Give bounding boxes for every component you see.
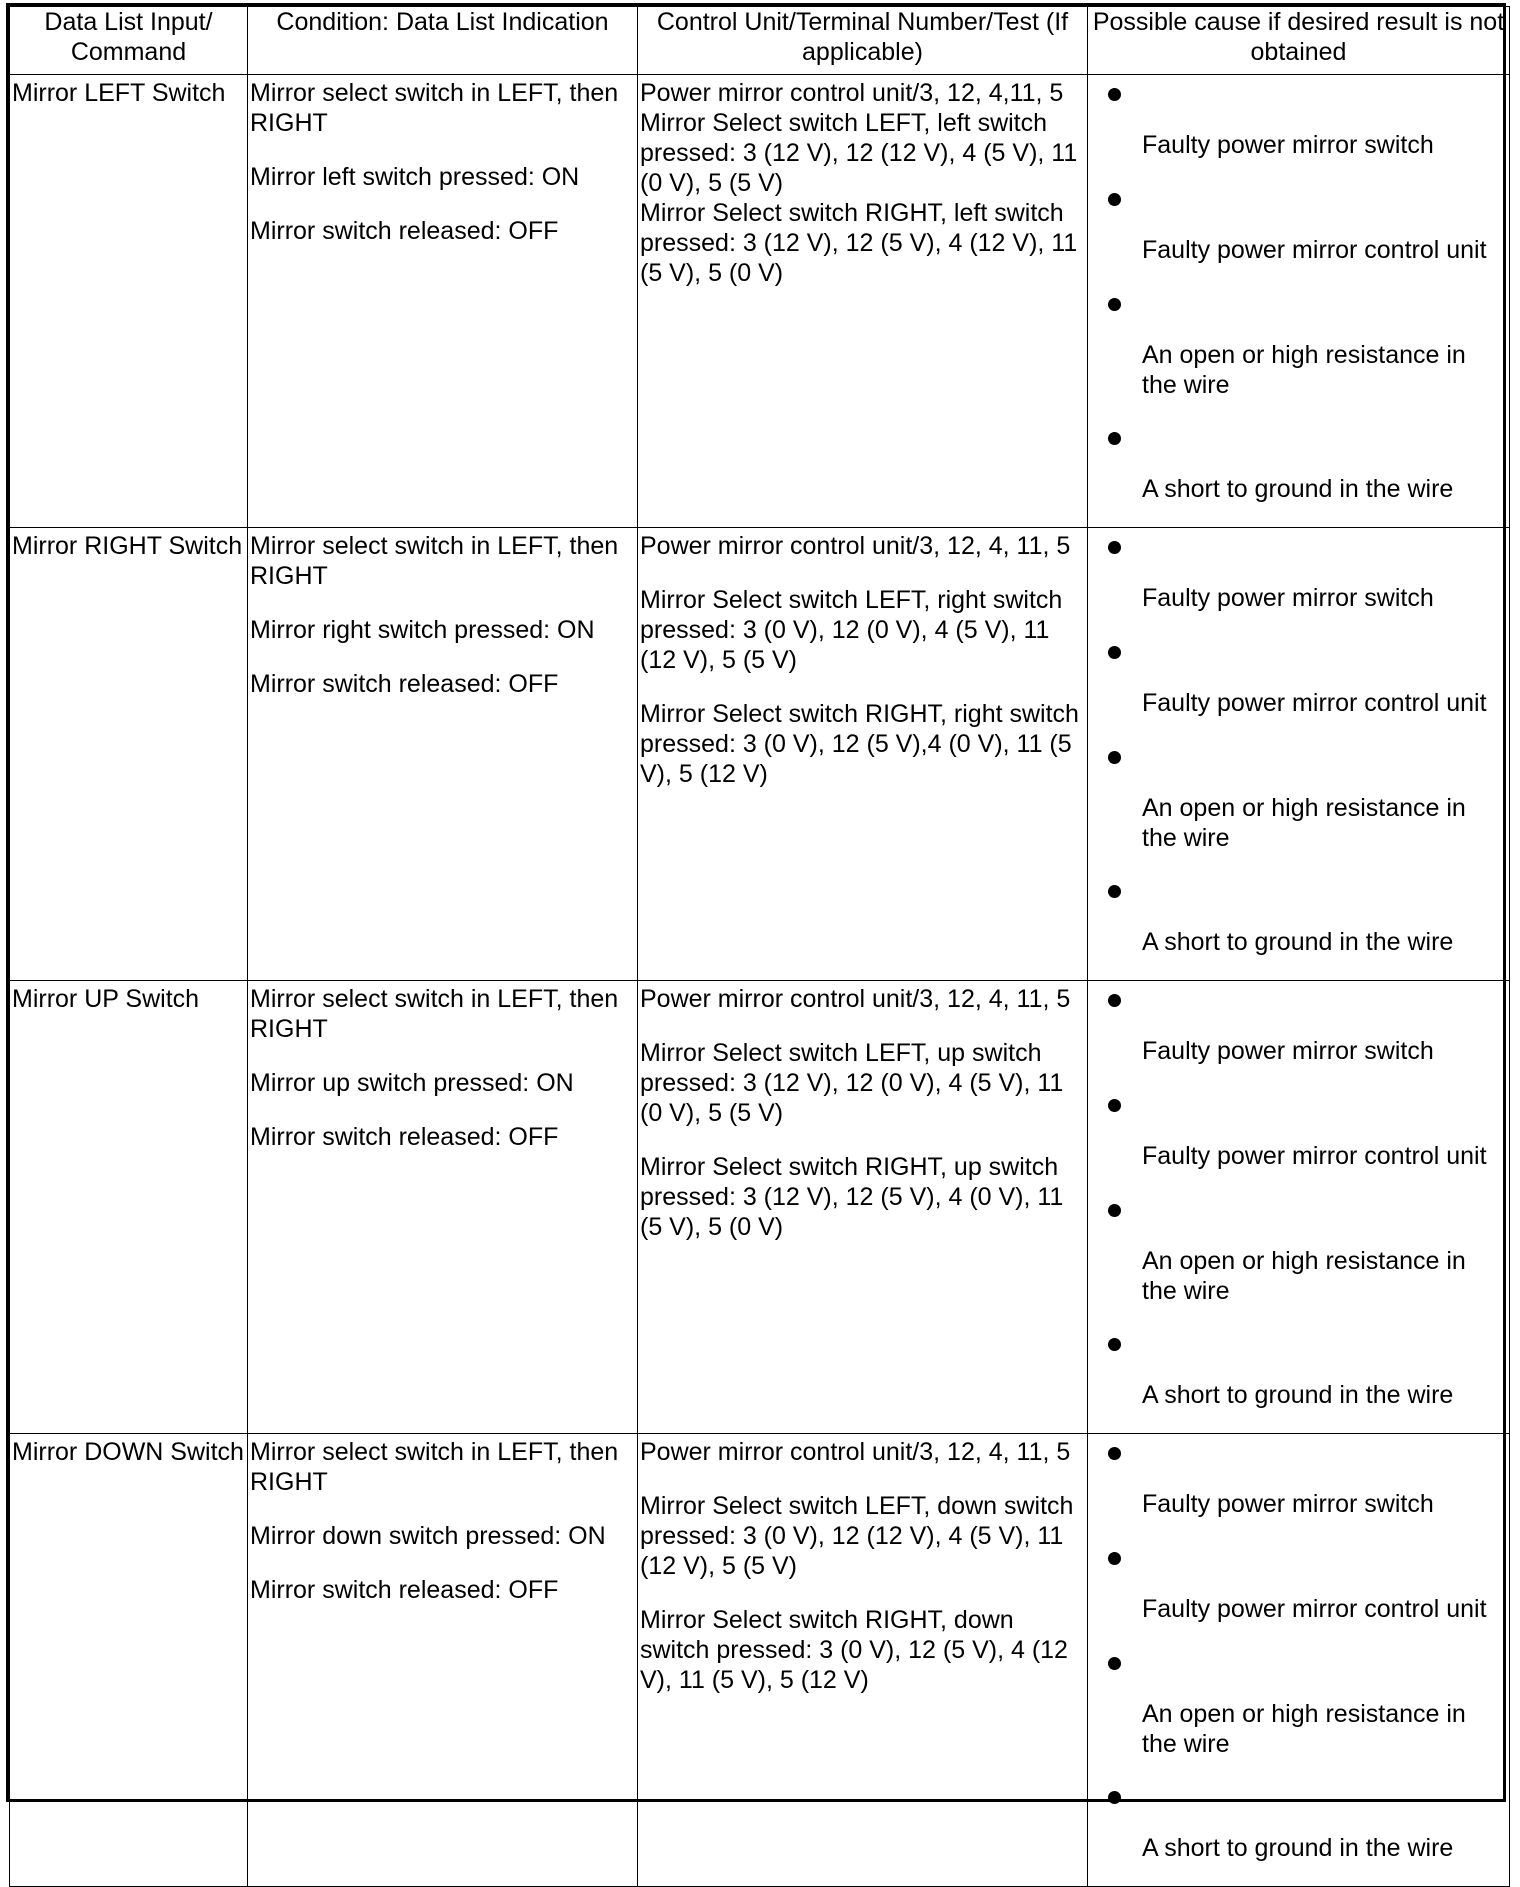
cause-item	[1088, 422, 1509, 527]
cause-text: Faulty power mirror control unit	[1142, 1142, 1487, 1170]
command-cell: Mirror RIGHT Switch	[10, 528, 248, 981]
test-line: Mirror Select switch LEFT, left switch pressed: 3 (12 V), 12 (12 V), 4 (5 V), 11 (0 V), 5 (5 V)	[640, 109, 1078, 197]
condition-line: Mirror up switch pressed: ON	[250, 1069, 574, 1097]
test-cell	[638, 981, 1088, 1434]
cause-text: Faulty power mirror control unit	[1142, 689, 1487, 717]
condition-line: Mirror left switch pressed: ON	[250, 163, 580, 191]
table-row	[10, 528, 1510, 981]
cause-item	[1088, 183, 1509, 288]
cause-item	[1088, 875, 1509, 980]
bullet-icon	[1108, 994, 1121, 1007]
cause-text: Faulty power mirror switch	[1142, 131, 1434, 159]
condition-line: Mirror right switch pressed: ON	[250, 616, 595, 644]
cause-text: An open or high resistance in the wire	[1142, 341, 1466, 399]
bullet-icon	[1108, 1552, 1121, 1565]
cause-item	[1088, 984, 1509, 1089]
condition-line: Mirror switch released: OFF	[250, 670, 559, 698]
test-cell	[638, 75, 1088, 528]
test-line: Power mirror control unit/3, 12, 4,11, 5	[640, 79, 1064, 107]
cause-text: Faulty power mirror switch	[1142, 1037, 1434, 1065]
cause-text: Faulty power mirror switch	[1142, 584, 1434, 612]
condition-line: Mirror switch released: OFF	[250, 1123, 559, 1151]
bullet-icon	[1108, 646, 1121, 659]
test-line: Mirror Select switch LEFT, up switch pressed: 3 (12 V), 12 (0 V), 4 (5 V), 11 (0 V), 5 (5 V)	[640, 1039, 1064, 1127]
cause-text: A short to ground in the wire	[1142, 475, 1454, 503]
bullet-icon	[1108, 1657, 1121, 1670]
header-row	[10, 7, 1510, 75]
command-cell: Mirror UP Switch	[10, 981, 248, 1434]
bullet-icon	[1108, 193, 1121, 206]
cause-item	[1088, 288, 1509, 422]
test-line: Power mirror control unit/3, 12, 4, 11, 5	[640, 532, 1071, 560]
test-line: Power mirror control unit/3, 12, 4, 11, 5	[640, 1438, 1071, 1466]
test-cell	[638, 528, 1088, 981]
data-list-table-sheet	[6, 3, 1506, 1862]
cause-item	[1088, 531, 1509, 636]
test-line: Mirror Select switch LEFT, down switch pressed: 3 (0 V), 12 (12 V), 4 (5 V), 11 (12 V), 5 (5 V)	[640, 1492, 1074, 1580]
bullet-icon	[1108, 1204, 1121, 1217]
cause-text: An open or high resistance in the wire	[1142, 1700, 1466, 1758]
condition-line: Mirror select switch in LEFT, then RIGHT	[250, 985, 619, 1043]
cause-item	[1088, 636, 1509, 741]
condition-cell	[248, 981, 638, 1434]
cause-text: Faulty power mirror control unit	[1142, 1595, 1487, 1623]
possible-cause-cell	[1088, 981, 1510, 1434]
test-line: Mirror Select switch RIGHT, left switch pressed: 3 (12 V), 12 (5 V), 4 (12 V), 11 (5 V), 5 (0 V)	[640, 199, 1078, 287]
table-row	[10, 75, 1510, 528]
condition-cell	[248, 528, 638, 981]
cause-text: Faulty power mirror switch	[1142, 1490, 1434, 1518]
bullet-icon	[1108, 1447, 1121, 1460]
cause-text: A short to ground in the wire	[1142, 928, 1454, 956]
test-line: Mirror Select switch RIGHT, right switch pressed: 3 (0 V), 12 (5 V),4 (0 V), 11 (5 V), 5 (12 V)	[640, 700, 1079, 788]
condition-line: Mirror switch released: OFF	[250, 217, 559, 245]
cause-item	[1088, 741, 1509, 875]
cause-text: A short to ground in the wire	[1142, 1834, 1454, 1862]
cause-item	[1088, 1089, 1509, 1194]
possible-cause-cell	[1088, 1434, 1510, 1887]
table-row	[10, 1434, 1510, 1887]
command-cell: Mirror LEFT Switch	[10, 75, 248, 528]
bullet-icon	[1108, 432, 1121, 445]
possible-cause-cell	[1088, 75, 1510, 528]
test-line: Mirror Select switch RIGHT, down switch pressed: 3 (0 V), 12 (5 V), 4 (12 V), 11 (5 V), 5 (12 V)	[640, 1606, 1068, 1694]
test-cell	[638, 1434, 1088, 1887]
test-line: Mirror Select switch RIGHT, up switch pressed: 3 (12 V), 12 (5 V), 4 (0 V), 11 (5 V), 5 (0 V)	[640, 1153, 1064, 1241]
command-cell: Mirror DOWN Switch	[10, 1434, 248, 1887]
cause-item	[1088, 1437, 1509, 1542]
bullet-icon	[1108, 1099, 1121, 1112]
condition-line: Mirror switch released: OFF	[250, 1576, 559, 1604]
bullet-icon	[1108, 885, 1121, 898]
condition-line: Mirror select switch in LEFT, then RIGHT	[250, 532, 619, 590]
cause-text: An open or high resistance in the wire	[1142, 1247, 1466, 1305]
condition-cell	[248, 1434, 638, 1887]
cause-text: A short to ground in the wire	[1142, 1381, 1454, 1409]
bullet-icon	[1108, 88, 1121, 101]
header-possible-cause: Possible cause if desired result is not obtained	[1088, 7, 1510, 75]
cause-text: An open or high resistance in the wire	[1142, 794, 1466, 852]
bullet-icon	[1108, 1338, 1121, 1351]
condition-cell	[248, 75, 638, 528]
data-list-table	[9, 6, 1510, 1887]
table-row	[10, 981, 1510, 1434]
bullet-icon	[1108, 751, 1121, 764]
test-line: Power mirror control unit/3, 12, 4, 11, 5	[640, 985, 1071, 1013]
condition-line: Mirror down switch pressed: ON	[250, 1522, 606, 1550]
bullet-icon	[1108, 298, 1121, 311]
cause-item	[1088, 1328, 1509, 1433]
cause-item	[1088, 1542, 1509, 1647]
condition-line: Mirror select switch in LEFT, then RIGHT	[250, 79, 619, 137]
bullet-icon	[1108, 1791, 1121, 1804]
cause-item	[1088, 1194, 1509, 1328]
cause-item	[1088, 1781, 1509, 1886]
possible-cause-cell	[1088, 528, 1510, 981]
header-command: Data List Input/ Command	[10, 7, 248, 75]
bullet-icon	[1108, 541, 1121, 554]
cause-text: Faulty power mirror control unit	[1142, 236, 1487, 264]
test-line: Mirror Select switch LEFT, right switch pressed: 3 (0 V), 12 (0 V), 4 (5 V), 11 (12 V), 5 (5 V)	[640, 586, 1063, 674]
cause-item	[1088, 78, 1509, 183]
condition-line: Mirror select switch in LEFT, then RIGHT	[250, 1438, 619, 1496]
cause-item	[1088, 1647, 1509, 1781]
header-condition: Condition: Data List Indication	[248, 7, 638, 75]
header-test: Control Unit/Terminal Number/Test (If applicable)	[638, 7, 1088, 75]
